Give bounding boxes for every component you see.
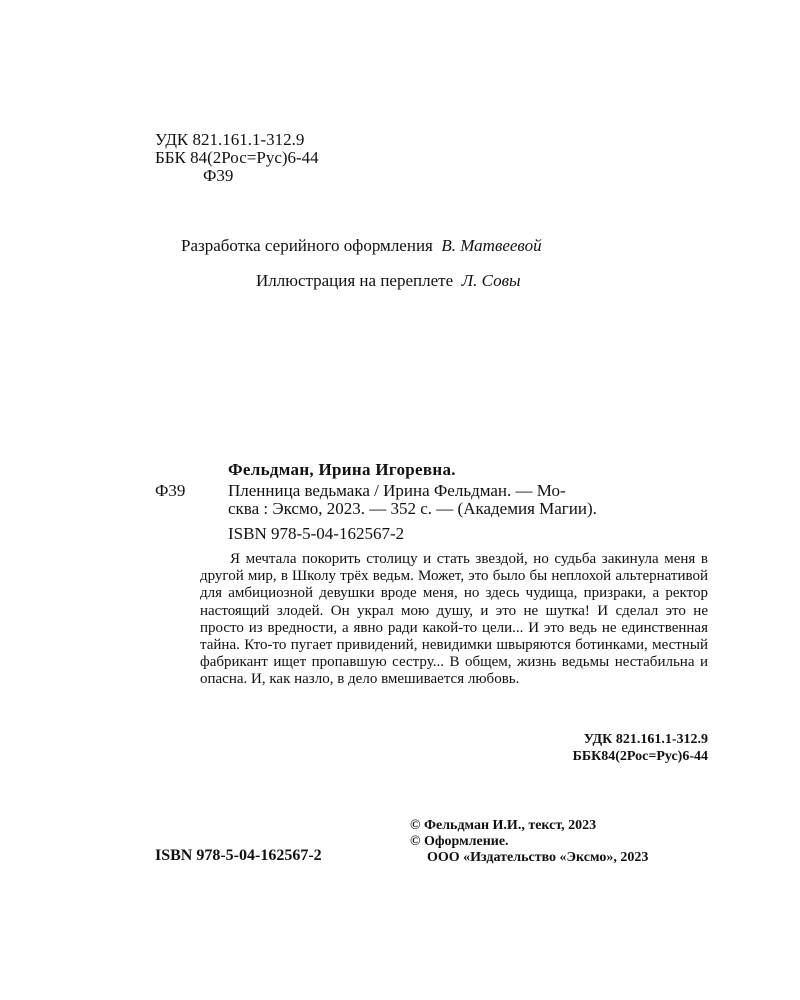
udk-code-top: УДК 821.161.1-312.9 — [155, 130, 305, 149]
isbn-footer: ISBN 978-5-04-162567-2 — [155, 847, 322, 864]
cover-illustration-credit — [256, 272, 521, 289]
title-line-2: сква : Эксмо, 2023. — 352 с. — (Академия Магии). — [228, 499, 597, 518]
author-sign-top: Ф39 — [203, 166, 234, 185]
copyright-text: © Фельдман И.И., текст, 2023 — [410, 818, 597, 833]
series-design-credit — [181, 237, 542, 254]
publisher-line: ООО «Издательство «Эксмо», 2023 — [427, 850, 649, 865]
copyright-design: © Оформление. — [410, 834, 509, 849]
author-heading: Фельдман, Ирина Игоревна. — [228, 460, 456, 479]
annotation: Я мечтала покорить столицу и стать звездой, но судьба закинула меня в другой мир, в Школу трёх ведьм. Может, это было бы неплохой альтернативой для амбициозной девушки вроде меня, но здесь чудища, призраки, а ректор настоящий злодей. Он украл мою душу, и это не шутка! И сделал это не просто из вредности, а явно ради какой-то цели... И это ведь не единственная тайна. Кто-то пугает привидений, невидимки швыряются ботинками, местный фабрикант ищет пропавшую сестру... В общем, жизнь ведьмы нестабильна и опасна. И, как назло, в дело вмешивается любовь. — [200, 551, 708, 688]
series-design-label: Разработка серийного оформления — [181, 236, 433, 255]
author-sign: Ф39 — [155, 481, 186, 500]
title-line-1: Пленница ведьмака / Ирина Фельдман. — Мо- — [228, 481, 566, 500]
cover-illustration-name: Л. Совы — [461, 271, 521, 290]
series-design-name: В. Матвеевой — [441, 236, 542, 255]
isbn-record: ISBN 978-5-04-162567-2 — [228, 524, 405, 543]
cover-illustration-label: Иллюстрация на переплете — [256, 271, 454, 290]
bbk-code-top: ББК 84(2Рос=Рус)6-44 — [155, 148, 319, 167]
bbk-code-bottom: ББК84(2Рос=Рус)6-44 — [572, 749, 708, 764]
udk-code-bottom: УДК 821.161.1-312.9 — [583, 732, 708, 747]
